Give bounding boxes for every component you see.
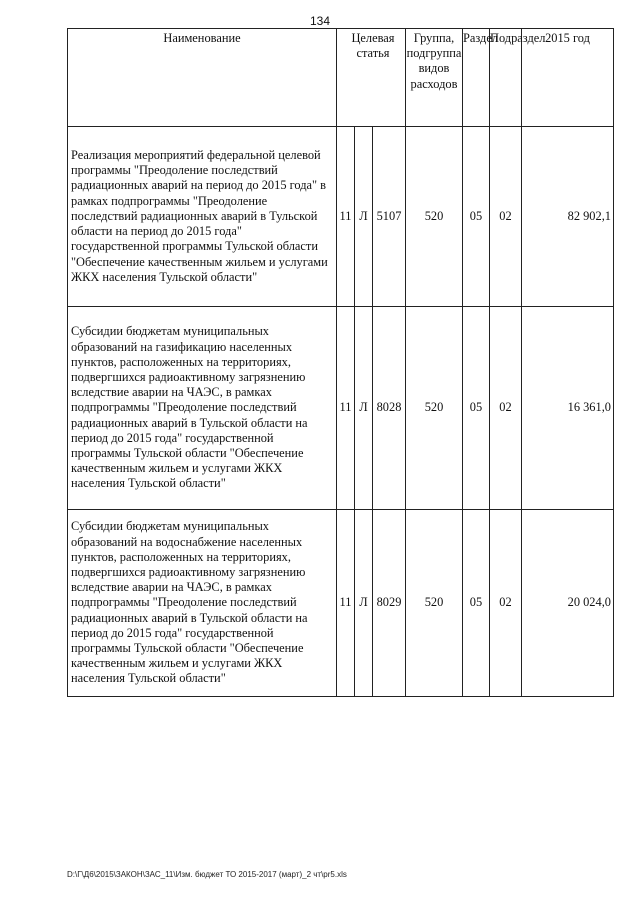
table-row [68, 510, 614, 697]
header-row [68, 29, 614, 127]
header-section: Раздел [463, 29, 490, 127]
row-article-part2: Л [355, 127, 373, 307]
row-article-part1: 11 [337, 127, 355, 307]
row-name: Субсидии бюджетам муниципальных образований на водоснабжение населенных пунктов, расположенных на территориях, подвергшихся радиоактивному загрязнению вследствие аварии на ЧАЭС, в рамках подпрограммы "Преодоление последствий радиационных аварий в Тульской области на период до 2015 года" государственной программы Тульской области "Обеспечение качественным жильем и услугами ЖКХ населения Тульской области" [68, 510, 337, 697]
row-section: 05 [463, 510, 490, 697]
row-section: 05 [463, 127, 490, 307]
row-section: 05 [463, 307, 490, 510]
row-article-part2: Л [355, 510, 373, 697]
table-row [68, 127, 614, 307]
row-amount: 82 902,1 [522, 127, 614, 307]
row-name: Субсидии бюджетам муниципальных образований на газификацию населенных пунктов, расположенных на территориях, подвергшихся радиоактивному загрязнению вследствие аварии на ЧАЭС, в рамках подпрограммы "Преодоление последствий радиационных аварий в Тульской области на период до 2015 года" государственной программы Тульской области "Обеспечение качественным жильем и услугами ЖКХ населения Тульской области" [68, 307, 337, 510]
row-amount: 20 024,0 [522, 510, 614, 697]
row-group: 520 [406, 127, 463, 307]
row-article-part1: 11 [337, 510, 355, 697]
row-name: Реализация мероприятий федеральной целевой программы "Преодоление последствий радиационных аварий на период до 2015 года" в рамках подпрограммы "Преодоление последствий радиационных аварий в Тульской области на период до 2015 года" государственной программы Тульской области "Обеспечение качественным жильем и услугами ЖКХ населения Тульской области" [68, 127, 337, 307]
row-article-part3: 5107 [373, 127, 406, 307]
row-amount: 16 361,0 [522, 307, 614, 510]
row-subsection: 02 [490, 127, 522, 307]
row-group: 520 [406, 510, 463, 697]
file-path-footer: D:\Г\Д6\2015\ЗАКОН\ЗАС_11\Изм. бюджет ТО 2015-2017 (март)_2 чт\pr5.xls [67, 870, 347, 879]
row-subsection: 02 [490, 510, 522, 697]
row-article-part2: Л [355, 307, 373, 510]
row-article-part3: 8028 [373, 307, 406, 510]
row-article-part1: 11 [337, 307, 355, 510]
header-target-article: Целевая статья [337, 29, 406, 127]
header-group: Группа, подгруппа видов расходов [406, 29, 463, 127]
table-row [68, 307, 614, 510]
budget-table [67, 28, 614, 697]
header-name: Наименование [68, 29, 337, 127]
row-group: 520 [406, 307, 463, 510]
page-number: 134 [309, 14, 331, 28]
row-subsection: 02 [490, 307, 522, 510]
header-year: 2015 год [522, 29, 614, 127]
header-subsection: Подраздел [490, 29, 522, 127]
row-article-part3: 8029 [373, 510, 406, 697]
